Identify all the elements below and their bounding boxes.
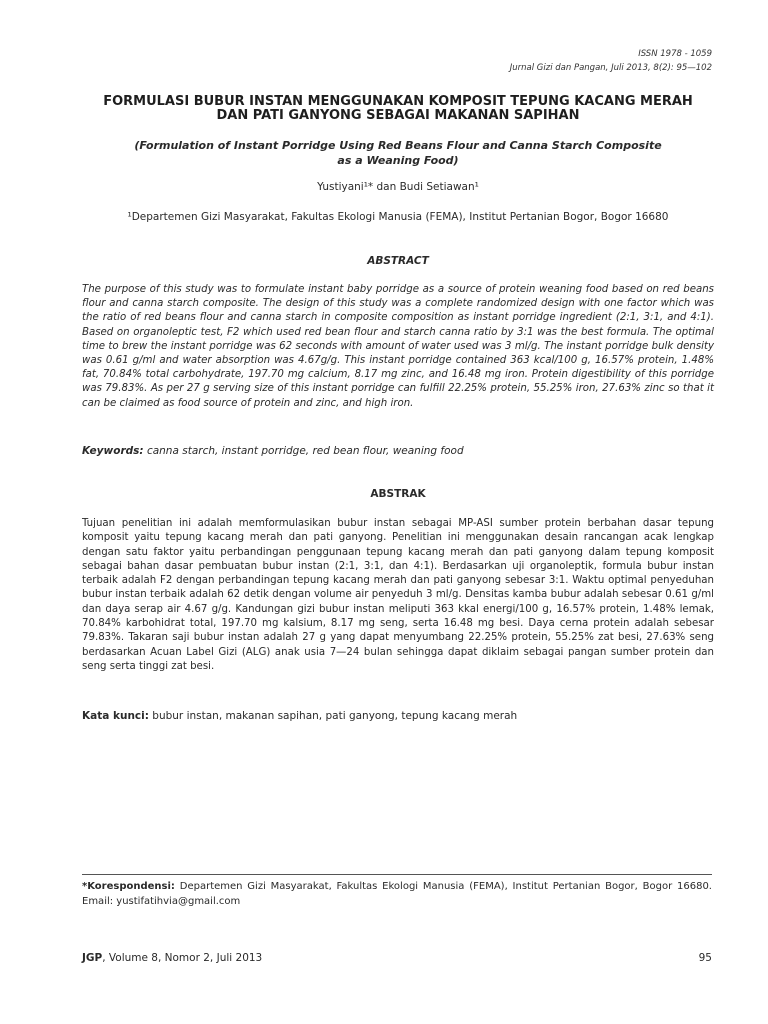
authors: Yustiyani¹* dan Budi Setiawan¹ — [317, 181, 479, 193]
kata-kunci-text: bubur instan, makanan sapihan, pati ganyong, tepung kacang merah — [152, 710, 518, 722]
english-title-line-2: as a Weaning Food) — [337, 154, 459, 167]
footnote-divider — [82, 874, 712, 875]
abstrak-heading: ABSTRAK — [370, 488, 426, 500]
journal-header — [312, 47, 712, 75]
issn-text: ISSN 1978 - 1059 — [638, 49, 712, 59]
correspondence-footnote — [82, 880, 712, 909]
keywords-label: Keywords: — [82, 445, 144, 457]
english-title — [82, 138, 714, 168]
abstract-heading: ABSTRACT — [367, 255, 429, 267]
english-title-line-1: (Formulation of Instant Porridge Using Red Beans Flour and Canna Starch Composite — [134, 139, 662, 152]
correspondence-label: *Korespondensi: — [82, 881, 175, 892]
title-line-2: DAN PATI GANYONG SEBAGAI MAKANAN SAPIHAN — [216, 108, 580, 123]
affiliation: ¹Departemen Gizi Masyarakat, Fakultas Ekologi Manusia (FEMA), Institut Pertanian Bogor, Bogor 16680 — [127, 211, 669, 223]
page-number: 95 — [698, 952, 712, 964]
journal-citation: Jurnal Gizi dan Pangan, Juli 2013, 8(2): 95—102 — [509, 63, 712, 73]
correspondence-text: Departemen Gizi Masyarakat, Fakultas Ekologi Manusia (FEMA), Institut Pertanian Bogor, Bogor 16680. Email: yustifatihvia@gmail.com — [82, 881, 712, 907]
paper-title — [82, 95, 714, 123]
abstract-body: The purpose of this study was to formulate instant baby porridge as a source of protein weaning food based on red beans flour and canna starch composite. The design of this study was a complete randomized design with one factor which was the ratio of red beans flour and canna starch in composite composition as instant porridge ingredient (2:1, 3:1, and 4:1). Based on organoleptic test, F2 which used red bean flour and starch canna ratio by 3:1 was the best formula. The optimal time to brew the instant porridge was 62 seconds with amount of water used was 3 ml/g. The instant porridge bulk density was 0.61 g/ml and water absorption was 4.67g/g. This instant porridge contained 363 kcal/100 g, 16.57% protein, 1.48% fat, 70.84% total carbohydrate, 197.70 mg calcium, 8.17 mg zinc, and 16.48 mg iron. Protein digestibility of this porridge was 79.83%. As per 27 g serving size of this instant porridge can fulfill 22.25% protein, 55.25% iron, 27.63% zinc so that it can be claimed as food source of protein and zinc, and high iron. — [82, 284, 714, 409]
footer-journal-abbr: JGP — [82, 952, 103, 964]
footer-issue: , Volume 8, Nomor 2, Juli 2013 — [102, 952, 263, 964]
kata-kunci-label: Kata kunci: — [82, 710, 149, 722]
kata-kunci — [82, 709, 714, 723]
keywords-text: canna starch, instant porridge, red bean flour, weaning food — [146, 445, 464, 457]
keywords — [82, 444, 714, 458]
title-line-1: FORMULASI BUBUR INSTAN MENGGUNAKAN KOMPOSIT TEPUNG KACANG MERAH — [103, 94, 693, 109]
page-footer — [82, 951, 712, 965]
abstrak-body: Tujuan penelitian ini adalah memformulasikan bubur instan sebagai MP-ASI sumber protein berbahan dasar tepung komposit yaitu tepung kacang merah dan pati ganyong. Penelitian ini menggunakan desain rancangan acak lengkap dengan satu faktor yaitu perbandingan penggunaan tepung kacang merah dan pati ganyong dalam tepung komposit sebagai bahan dasar pembuatan bubur instan (2:1, 3:1, dan 4:1). Berdasarkan uji organoleptik, formula bubur instan terbaik adalah F2 dengan perbandingan tepung kacang merah dan pati ganyong sebesar 3:1. Waktu optimal penyeduhan bubur instan terbaik adalah 62 detik dengan volume air penyeduh 3 ml/g. Densitas kamba bubur adalah sebesar 0.61 g/ml dan daya serap air 4.67 g/g. Kandungan gizi bubur instan meliputi 363 kkal energi/100 g, 16.57% protein, 1.48% lemak, 70.84% karbohidrat total, 197.70 mg kalsium, 8.17 mg seng, serta 16.48 mg besi. Daya cerna protein adalah sebesar 79.83%. Takaran saji bubur instan adalah 27 g yang dapat menyumbang 22.25% protein, 55.25% zat besi, 27.63% seng berdasarkan Acuan Label Gizi (ALG) anak usia 7—24 bulan sehingga dapat diklaim sebagai pangan sumber protein dan seng serta tinggi zat besi. — [82, 518, 714, 672]
